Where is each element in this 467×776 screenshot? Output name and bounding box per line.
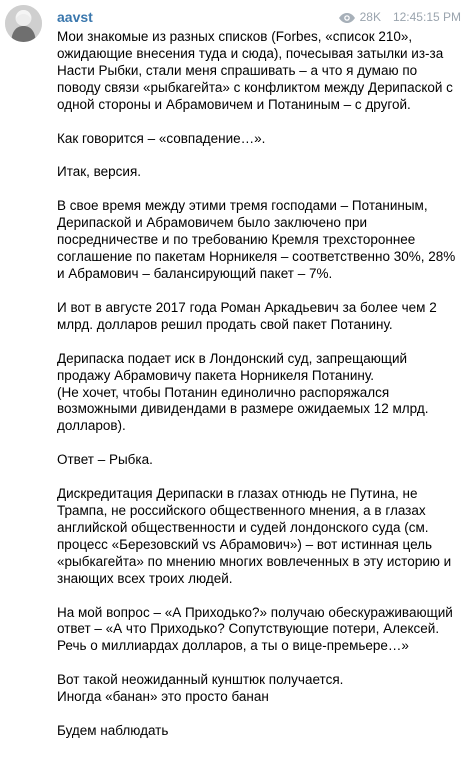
message-paragraph: Вот такой неожиданный кунштюк получается. Иногда «банан» это просто банан	[57, 672, 344, 705]
message-header	[57, 9, 461, 27]
view-count: 28K	[359, 10, 381, 24]
message-paragraph: Итак, версия.	[57, 164, 142, 180]
message-paragraph: Мои знакомые из разных списков (Forbes, «список 210», ожидающие внесения туда и сюда), почесывая затылки из-за Насти Рыбки, стали меня спрашивать – а что я думаю по поводу связи «рыбкагейта» с конфликтом между Дерипаской с одной стороны и Абрамовичем и Потаниным – с другой.	[57, 29, 453, 112]
user-avatar[interactable]	[5, 5, 42, 42]
message-time: 12:45:15 PM	[392, 10, 461, 24]
message-paragraph: Будем наблюдать	[57, 723, 169, 739]
message-paragraph: В свое время между этими тремя господами – Потаниным, Дерипаской и Абрамовичем было заключено при посредничестве и по требованию Кремля трехстороннее соглашение по пакетам Норникеля – соответственно 30%, 28% и Абрамович – балансирующий пакет – 7%.	[57, 198, 456, 281]
message-paragraph: Как говорится – «совпадение…».	[57, 130, 266, 146]
eye-icon	[338, 12, 356, 24]
message-paragraph: Дерипаска подает иск в Лондонский суд, запрещающий продажу Абрамовичу пакета Норникеля Потанину. (Не хочет, чтобы Потанин единолично распоряжался возможными дивидендами в размере ожидаемых 12 млрд. долларов).	[57, 350, 429, 434]
message-paragraph: И вот в августе 2017 года Роман Аркадьевич за более чем 2 млрд. долларов решил продать свой пакет Потанину.	[57, 299, 437, 332]
message-paragraph: Дискредитация Дерипаски в глазах отнюдь не Путина, не Трампа, не российского общественного мнения, а в глазах английской общественности и судей лондонского суда (см. процесс «Березовский vs Абрамович») – вот истинная цель «рыбкагейта» по мнению многих вовлеченных в эту историю и знающих всех троих людей.	[57, 486, 452, 586]
message-meta	[338, 10, 461, 25]
message-body	[57, 29, 459, 740]
user-avatar-photo	[5, 5, 42, 42]
message-paragraph: Ответ – Рыбка.	[57, 452, 153, 468]
sender-name[interactable]: aavst	[57, 9, 93, 25]
message-paragraph: На мой вопрос – «А Приходько?» получаю обескураживающий ответ – «А что Приходько? Сопутствующие потери, Алексей. Речь о миллиардах долларов, а ты о вице-премьере…»	[57, 604, 453, 654]
